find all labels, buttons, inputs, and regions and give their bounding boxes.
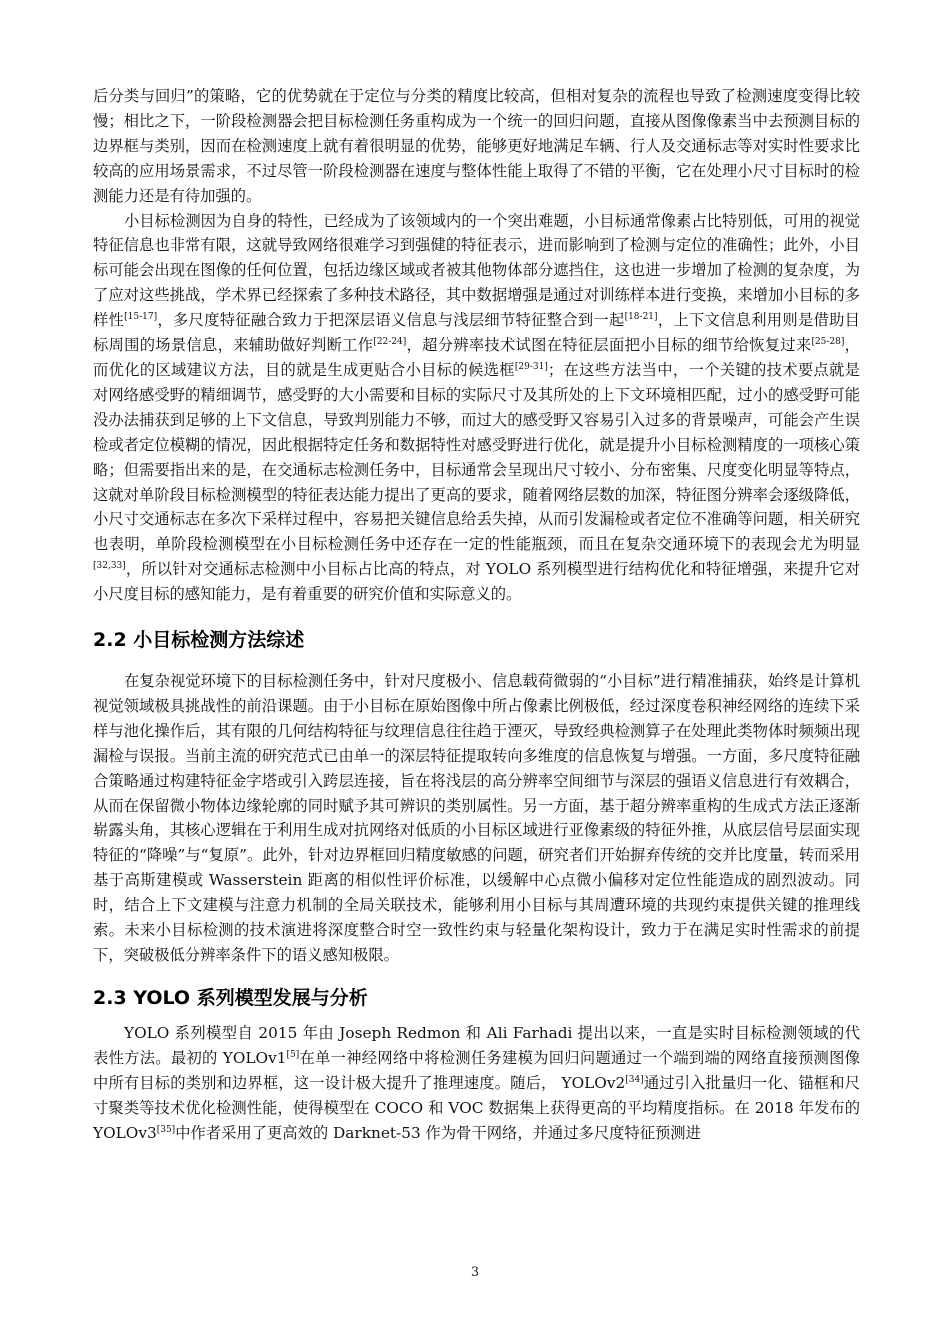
citation: [25-28] — [811, 337, 845, 348]
text-run: ，所以针对交通标志检测中小目标占比高的特点，对 YOLO 系列模型进行结构优化和特征增强，来提升它对小尺度目标的感知能力，是有着重要的研究价值和实际意义的。 — [93, 560, 860, 604]
citation: [22-24] — [373, 337, 407, 348]
section-heading-2-2: 2.2 小目标检测方法综述 — [93, 629, 305, 652]
text-run: YOLO 系列模型自 2015 年由 Joseph Redmon 和 Ali Farhadi 提出以来，一直是实时目标检测领域的代表性方法。最初的 YOLOv1 — [93, 1023, 860, 1067]
text-run: ，而优化的区域建议方法，目的就是生成更贴合小目标的候选框 — [93, 336, 860, 379]
paragraph-2-1-cont-1: 后分类与回归”的策略，它的优势就在于定位与分类的精度比较高，但相对复杂的流程也导致了检测速度变得比较慢；相比之下，一阶段检测器会把目标检测任务重构成为一个统一的回归问题，直接从图像像素当中去预测目标的边界框与类别，因而在检测速度上就有着很明显的优势，能够更好地满足车辆、行人及交通标志等对实时性要求比较高的应用场景需求，不过尽管一阶段检测器在速度与整体性能上取得了不错的平衡，它在处理小尺寸目标时的检测能力还是有待加强的。 — [93, 87, 860, 205]
page-number: 3 — [470, 1265, 480, 1280]
citation: [15-17] — [124, 312, 158, 323]
page-body — [93, 84, 860, 1145]
text-run: 在单一神经网络中将检测任务建模为回归问题通过一个端到端的网络直接预测图像中所有目标的类别和边界框，这一设计极大提升了推理速度。随后， YOLOv2 — [93, 1048, 860, 1092]
citation: [5] — [286, 1049, 300, 1060]
citation: [29-31] — [514, 361, 548, 372]
text-run: ，多尺度特征融合致力于把深层语义信息与浅层细节特征整合到一起 — [157, 311, 625, 330]
citation: [34] — [625, 1074, 644, 1085]
citation: [18-21] — [624, 312, 658, 323]
citation: [35] — [156, 1124, 176, 1135]
paragraph-2-3-1 — [93, 1021, 860, 1146]
citation: [32,33] — [93, 561, 126, 572]
paragraph-2-1-cont-2 — [93, 209, 860, 608]
text-run: 通过引入批量归一化、锚框和尺寸聚类等技术优化检测性能，使得模型在 COCO 和 VOC 数据集上获得更高的平均精度指标。在 2018 年发布的 YOLOv3 — [93, 1073, 860, 1142]
section-heading-2-3: 2.3 YOLO 系列模型发展与分析 — [93, 986, 368, 1009]
text-run: ，超分辨率技术试图在特征层面把小目标的细节给恢复过来 — [406, 336, 812, 355]
paragraph-2-2-1: 在复杂视觉环境下的目标检测任务中，针对尺度极小、信息载荷微弱的“小目标”进行精准捕获，始终是计算机视觉领域极具挑战性的前沿课题。由于小目标在原始图像中所占像素比例极低，经过深度卷积神经网络的连续下采样与池化操作后，其有限的几何结构特征与纹理信息往往趋于湮灭，导致经典检测算子在处理此类物体时频频出现漏检与误报。当前主流的研究范式已由单一的深层特征提取转向多维度的信息恢复与增强。一方面，多尺度特征融合策略通过构建特征金字塔或引入跨层连接，旨在将浅层的高分辨率空间细节与深层的强语义信息进行有效耦合，从而在保留微小物体边缘轮廓的同时赋予其可辨识的类别属性。另一方面，基于超分辨率重构的生成式方法正逐渐崭露头角，其核心逻辑在于利用生成对抗网络对低质的小目标区域进行亚像素级的特征外推，从底层信号层面实现特征的“降噪”与“复原”。此外，针对边界框回归精度敏感的问题，研究者们开始摒弃传统的交并比度量，转而采用基于高斯建模或 Wasserstein 距离的相似性评价标准，以缓解中心点微小偏移对定位性能造成的剧烈波动。同时，结合上下文建模与注意力机制的全局关联技术，能够利用小目标与其周遭环境的共现约束提供关键的推理线索。未来小目标检测的技术演进将深度整合时空一致性约束与轻量化架构设计，致力于在满足实时性需求的前提下，突破极低分辨率条件下的语义感知极限。 — [93, 672, 860, 964]
text-run: 小目标检测因为自身的特性，已经成为了该领域内的一个突出难题，小目标通常像素占比特别低，可用的视觉特征信息也非常有限，这就导致网络很难学习到强健的特征表示，进而影响到了检测与定位的准确性；此外，小目标可能会出现在图像的任何位置，包括边缘区域或者被其他物体部分遮挡住，这也进一步增加了检测的复杂度，为了应对这些挑战，学术界已经探索了多种技术路径，其中数据增强是通过对训练样本进行变换，来增加小目标的多样性 — [93, 211, 860, 330]
text-run: ，上下文信息利用则是借助目标周围的场景信息，来辅助做好判断工作 — [93, 311, 860, 355]
text-run: 中作者采用了更高效的 Darknet-53 作为骨干网络，并通过多尺度特征预测进 — [175, 1123, 701, 1142]
text-run: ；在这些方法当中，一个关键的技术要点就是对网络感受野的精细调节，感受野的大小需要和目标的实际尺寸及其所处的上下文环境相匹配，过小的感受野可能没办法捕获到足够的上下文信息，导致判别能力不够，而过大的感受野又容易引入过多的背景噪声，可能会产生误检或者定位模糊的情况，因此根据特定任务和数据特性对感受野进行优化，就是提升小目标检测精度的一项核心策略；但需要指出来的是，在交通标志检测任务中，目标通常会呈现出尺寸较小、分布密集、尺度变化明显等特点，这就对单阶段目标检测模型的特征表达能力提出了更高的要求，随着网络层数的加深，特征图分辨率会逐级降低，小尺寸交通标志在多次下采样过程中，容易把关键信息给丢失掉，从而引发漏检或者定位不准确等问题，相关研究也表明，单阶段检测模型在小目标检测任务中还存在一定的性能瓶颈，而且在复杂交通环境下的表现会尤为明显 — [93, 360, 860, 554]
